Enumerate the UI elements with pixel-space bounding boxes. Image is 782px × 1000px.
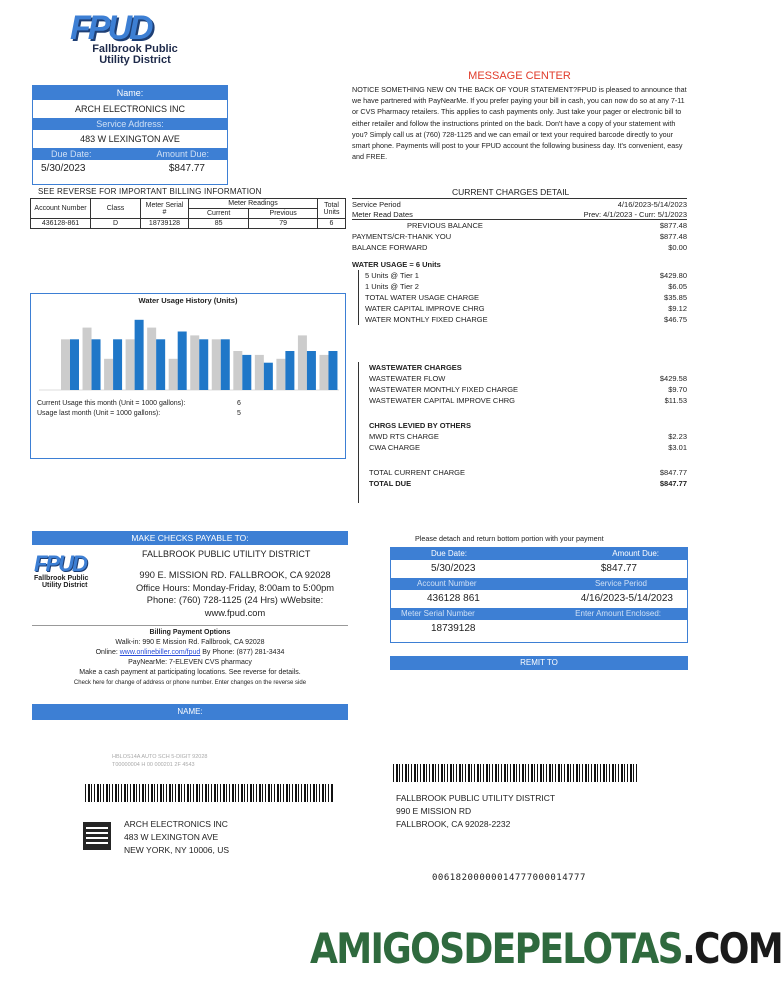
chart-bar [126, 339, 135, 390]
payments-row [352, 231, 687, 242]
change-note[interactable]: Check here for change of address or phone number. Enter changes on the reverse side [73, 680, 307, 686]
payable-logo [34, 553, 112, 590]
class-cell: D [91, 219, 141, 229]
stub-meter-header [391, 608, 687, 620]
chart-bar [199, 339, 208, 390]
payments-label: PAYMENTS/CR-THANK YOU [352, 232, 452, 241]
total-due-row [369, 478, 687, 489]
chart-bar [255, 355, 264, 390]
chart-bar [276, 359, 285, 390]
name-bar: NAME: [32, 704, 348, 720]
payable-address: 990 E. MISSION RD. FALLBROOK, CA 92028 [139, 570, 331, 580]
mail-customer-line2: 483 W LEXINGTON AVE [124, 832, 219, 842]
watermark-part1: AMIGOSDEPELOTAS [310, 924, 682, 973]
charge-value: $3.01 [668, 443, 687, 452]
chart-bar [242, 355, 251, 390]
charge-label: WATER CAPITAL IMPROVE CHRG [365, 304, 485, 313]
remit-line1: FALLBROOK PUBLIC UTILITY DISTRICT [396, 793, 556, 803]
charge-value: $9.12 [668, 304, 687, 313]
col-meter-readings: Meter Readings [189, 199, 318, 209]
last-usage-label: Usage last month (Unit = 1000 gallons): [37, 410, 161, 417]
others-heading: CHRGS LEVIED BY OTHERS [369, 421, 471, 430]
stub-amount-due: $847.77 [600, 563, 637, 574]
charge-row [369, 395, 687, 406]
chart-bar [83, 328, 92, 390]
chart-bar [113, 339, 122, 390]
charge-row [365, 303, 687, 314]
online-link[interactable]: www.onlinebiller.com/fpud [119, 649, 201, 656]
col-class: Class [91, 199, 141, 219]
charge-value: $11.53 [664, 396, 687, 405]
total-current-row [369, 467, 687, 478]
account-table [30, 198, 346, 229]
chart-bar [328, 351, 337, 390]
stub-account: 436128 861 [427, 593, 480, 604]
total-current-value: $847.77 [659, 468, 687, 477]
chart-bar [285, 351, 294, 390]
online-phone: By Phone: (877) 281-3434 [202, 649, 285, 656]
chart-bar [135, 320, 144, 390]
stub-service-period: 4/16/2023-5/14/2023 [580, 593, 673, 604]
total-units-cell: 6 [318, 219, 346, 229]
amount-enclosed-field[interactable] [553, 620, 673, 638]
water-usage-chart [30, 293, 346, 459]
watermark-part2: .COM [681, 924, 782, 973]
customer-barcode [85, 784, 333, 802]
current-charges-heading: CURRENT CHARGES DETAIL [452, 187, 570, 197]
qr-code [83, 822, 111, 850]
stub-account-values [391, 590, 687, 608]
payable-heading: MAKE CHECKS PAYABLE TO: [32, 531, 348, 545]
remit-mailing-address [396, 792, 555, 831]
stub-due-values [391, 560, 687, 578]
customer-name: ARCH ELECTRONICS INC [74, 104, 185, 114]
logo-letters: FPUD [70, 9, 151, 47]
billing-info-heading: SEE REVERSE FOR IMPORTANT BILLING INFORMATION [38, 187, 262, 196]
last-usage-value: 5 [237, 410, 241, 417]
watermark [310, 924, 782, 974]
chart-plot [39, 308, 339, 396]
message-center-title: MESSAGE CENTER [468, 70, 571, 82]
remittance-stub [390, 547, 688, 643]
paynearme: PayNearMe: 7-ELEVEN CVS pharmacy [128, 659, 252, 666]
meter-read-value: Prev: 4/1/2023 - Curr: 5/1/2023 [583, 210, 687, 219]
small-logo-line2: Utility District [42, 582, 88, 589]
chart-bar [70, 339, 79, 390]
service-address-label: Service Address: [33, 118, 227, 130]
chart-bar [298, 335, 307, 390]
charge-row [369, 431, 687, 442]
stub-enclosed-label: Enter Amount Enclosed: [575, 609, 661, 618]
water-heading-row [352, 259, 687, 270]
cash-note: Make a cash payment at participating locations. See reverse for details. [79, 669, 301, 676]
remit-line3: FALLBROOK, CA 92028-2232 [396, 819, 511, 829]
charge-row [369, 442, 687, 453]
waste-items [369, 373, 687, 406]
stub-meter-values [391, 620, 687, 638]
col-account-number: Account Number [31, 199, 91, 219]
previous-balance-row [352, 220, 687, 231]
due-header [33, 148, 227, 160]
chart-title: Water Usage History (Units) [138, 296, 238, 305]
chart-bar [104, 359, 113, 390]
payable-website[interactable]: www.fpud.com [204, 607, 266, 618]
payable-org: FALLBROOK PUBLIC UTILITY DISTRICT [142, 549, 311, 559]
total-current-label: TOTAL CURRENT CHARGE [369, 468, 465, 477]
previous-balance-label: PREVIOUS BALANCE [407, 221, 483, 230]
charge-row [369, 384, 687, 395]
payable-phone: Phone: (760) 728-1125 (24 Hrs) wWebsite: [146, 595, 324, 605]
message-center [352, 70, 687, 162]
total-due-value: $847.77 [659, 479, 687, 488]
meter-read-row [352, 209, 687, 220]
stub-service-label: Service Period [594, 579, 647, 588]
customer-box [32, 85, 228, 185]
previous-reading-cell: 79 [249, 219, 318, 229]
chart-bar [147, 328, 156, 390]
meter-read-label: Meter Read Dates [352, 210, 413, 219]
chart-bar [319, 355, 328, 390]
charge-value: $429.80 [659, 271, 687, 280]
previous-balance-value: $877.48 [659, 221, 687, 230]
mail-customer-line3: NEW YORK, NY 10006, US [124, 845, 230, 855]
chart-bar [178, 332, 187, 391]
fpud-logo [70, 9, 200, 66]
online-prefix: Online: [95, 649, 118, 656]
remit-line2: 990 E MISSION RD [396, 806, 472, 816]
chart-bar [156, 339, 165, 390]
payable-hours: Office Hours: Monday-Friday, 8:00am to 5:00pm [135, 582, 335, 593]
due-date: 5/30/2023 [41, 163, 86, 174]
charge-value: $9.70 [668, 385, 687, 394]
stub-meter-label: Meter Serial Number [401, 609, 475, 618]
amount-due-label: Amount Due: [156, 149, 209, 159]
message-center-body: NOTICE SOMETHING NEW ON THE BACK OF YOUR STATEMENT?FPUD is pleased to announce that we have partnered with PayNearMe. If you prefer paying your bill in cash, you can now do so at any 7-11 or CVS Pharmacy retailers. This applies to cash payments only. Just take your pager or electronic bill to either retailer and follow the instructions printed on the back. Don't have a copy of your statement with you? Simply call us at (760) 728-1125 and we can email or text your required barcode directly to your smart phone. Payments will post to your FPUD account the following business day. It's convenient, easy and FREE. [352, 85, 687, 162]
payable-section [32, 531, 348, 720]
charge-label: WATER MONTHLY FIXED CHARGE [365, 315, 488, 324]
remit-to-bar: REMIT TO [390, 656, 688, 670]
scanline: 00618200000014777000014777 [432, 873, 586, 883]
charge-row [365, 281, 687, 292]
chart-bar [307, 351, 316, 390]
col-meter-serial: Meter Serial # [141, 199, 189, 219]
chart-bar [190, 335, 199, 390]
chart-bar [212, 339, 221, 390]
chart-bar [169, 359, 178, 390]
small-logo-line1: Fallbrook Public [34, 575, 89, 582]
chart-bar [61, 339, 70, 390]
payments-value: $877.48 [659, 232, 687, 241]
charge-row [365, 314, 687, 325]
stub-due-header [391, 548, 687, 560]
logo-name-line2: Utility District [99, 54, 171, 66]
charge-label: CWA CHARGE [369, 443, 420, 452]
charge-value: $6.05 [668, 282, 687, 291]
water-heading: WATER USAGE = 6 Units [352, 260, 441, 269]
charge-row [365, 292, 687, 303]
small-logo-letters: FPUD [34, 551, 86, 576]
mail-code2: T00000004 H 00 000201 2F 4543 [112, 762, 195, 768]
charge-label: 5 Units @ Tier 1 [365, 271, 419, 280]
chart-bar [264, 363, 273, 390]
last-usage-line [37, 410, 241, 417]
charge-row [365, 270, 687, 281]
stub-due-date-label: Due Date: [431, 549, 468, 558]
online-line [32, 648, 348, 658]
stub-instruction: Please detach and return bottom portion with your payment [415, 534, 604, 543]
total-due-label: TOTAL DUE [369, 479, 412, 488]
service-period-label: Service Period [352, 200, 401, 209]
others-items [369, 431, 687, 453]
balance-forward-label: BALANCE FORWARD [352, 243, 428, 252]
charge-label: WASTEWATER FLOW [369, 374, 446, 383]
water-items [358, 270, 687, 325]
name-label: Name: [33, 86, 227, 100]
customer-mailing-address [124, 818, 229, 857]
balance-forward-row [352, 242, 687, 253]
stub-account-label: Account Number [417, 579, 477, 588]
charge-row [369, 373, 687, 384]
mail-code1: HBLOS14A AUTO SCH 5-DIGIT 92028 [112, 754, 208, 760]
charges-panel [352, 198, 687, 325]
charge-value: $429.58 [659, 374, 687, 383]
service-period-row [352, 198, 687, 209]
current-usage-value: 6 [237, 400, 241, 407]
options-title: Billing Payment Options [149, 629, 231, 636]
amount-due: $847.77 [168, 163, 205, 174]
charge-label: WASTEWATER CAPITAL IMPROVE CHRG [369, 396, 515, 405]
stub-due-date: 5/30/2023 [431, 563, 476, 574]
charge-value: $2.23 [668, 432, 687, 441]
balance-forward-value: $0.00 [668, 243, 687, 252]
charge-value: $35.85 [664, 293, 687, 302]
charge-label: WASTEWATER MONTHLY FIXED CHARGE [369, 385, 519, 394]
account-number-cell: 436128-861 [31, 219, 91, 229]
chart-bar [233, 351, 242, 390]
charges-panel-lower [352, 362, 687, 503]
charge-value: $46.75 [664, 315, 687, 324]
charge-label: MWD RTS CHARGE [369, 432, 439, 441]
chart-bar [221, 339, 230, 390]
mail-customer-line1: ARCH ELECTRONICS INC [124, 819, 228, 829]
stub-account-header [391, 578, 687, 590]
service-period-value: 4/16/2023-5/14/2023 [617, 200, 687, 209]
logo-name-line1: Fallbrook Public [92, 43, 178, 55]
due-values [33, 160, 227, 178]
due-date-label: Due Date: [51, 149, 92, 159]
col-total-units: Total Units [318, 199, 346, 219]
current-reading-cell: 85 [189, 219, 249, 229]
walkin: Walk-in: 990 E Mission Rd. Fallbrook, CA 92028 [115, 639, 265, 646]
stub-amount-due-label: Amount Due: [612, 549, 659, 558]
col-current: Current [189, 209, 249, 219]
remit-barcode [393, 764, 639, 782]
table-row [31, 219, 346, 229]
stub-meter: 18739128 [431, 623, 476, 634]
chart-bar [92, 339, 101, 390]
waste-heading: WASTEWATER CHARGES [369, 363, 462, 372]
charge-label: 1 Units @ Tier 2 [365, 282, 419, 291]
meter-serial-cell: 18739128 [141, 219, 189, 229]
current-usage-label: Current Usage this month (Unit = 1000 gallons): [37, 400, 186, 407]
col-previous: Previous [249, 209, 318, 219]
charge-label: TOTAL WATER USAGE CHARGE [365, 293, 480, 302]
service-address: 483 W LEXINGTON AVE [80, 134, 180, 144]
current-usage-line [37, 400, 241, 407]
